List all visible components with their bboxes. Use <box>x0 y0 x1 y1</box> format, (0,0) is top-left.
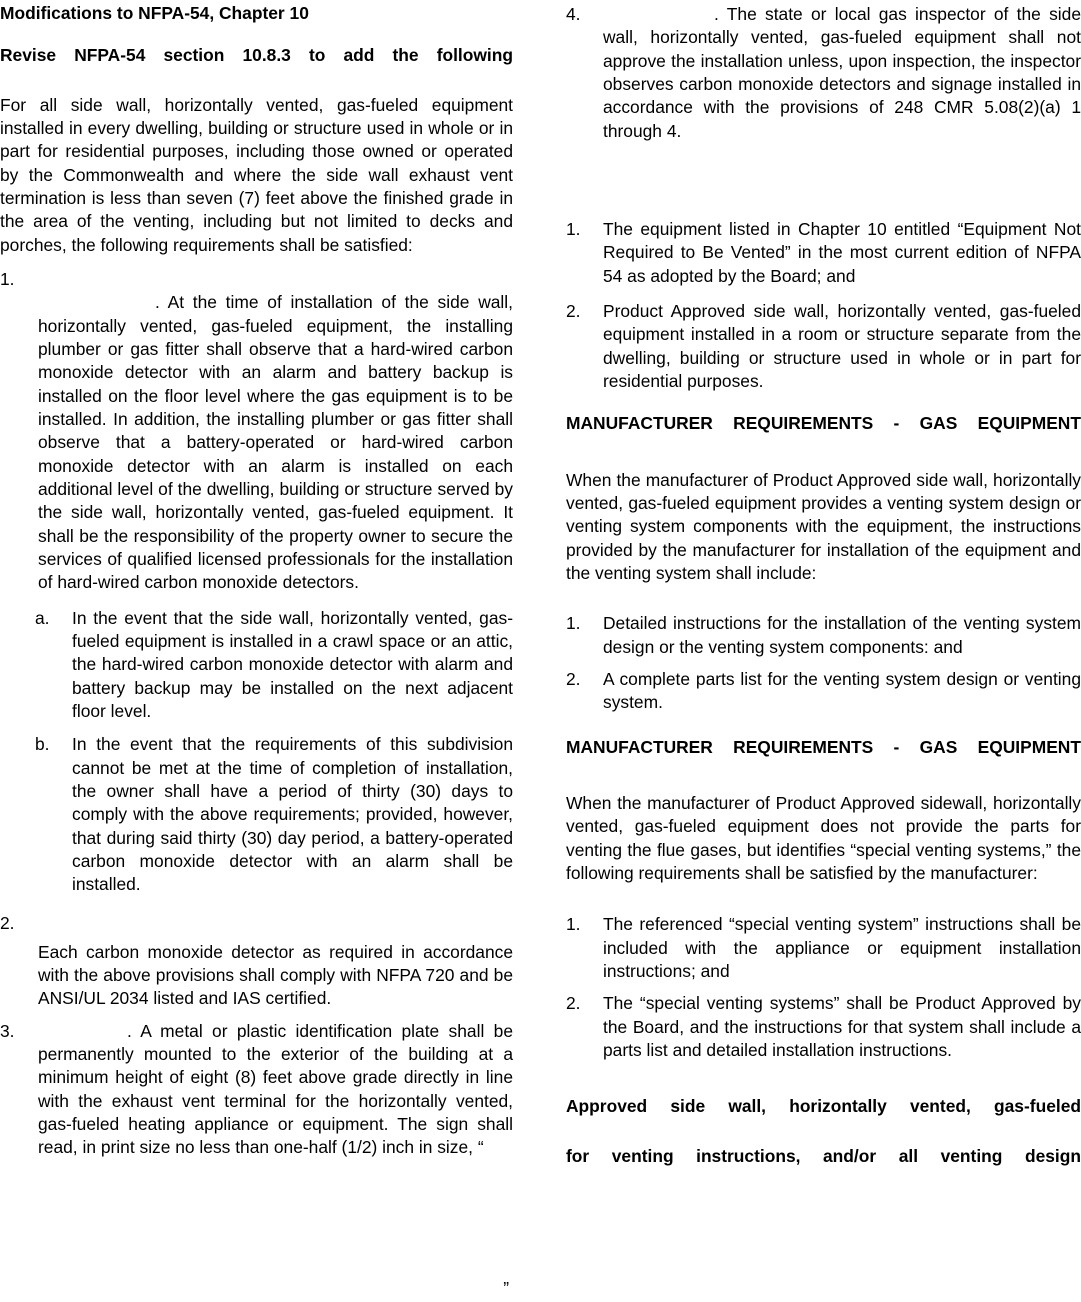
list-item-1 <box>0 268 513 595</box>
list-item-4-text: . The state or local gas inspector of the side wall, horizontally vented, gas-fueled equipment shall not approve the installation unless, upon inspection, the inspector observes carbon monoxide detectors and signage installed in accordance with the provisions of 248 CMR 5.08(2)(a) 1 through 4. <box>603 4 1081 141</box>
exemption-item-1-number: 1. <box>566 218 581 239</box>
list-item-1-text: . At the time of installation of the side wall, horizontally vented, gas-fueled equipment, the installing plumber or gas fitter shall observe that a hard-wired carbon monoxide detector with an alarm and battery backup is installed on the floor level where the gas equipment is to be installed. In addition, the installing plumber or gas fitter shall observe that a battery-operated or hard-wired carbon monoxide detector with an alarm is installed on each additional level of the dwelling, building or structure served by the side wall, horizontally vented, gas-fueled equipment. It shall be the responsibility of the property owner to secure the services of qualified licensed professionals for the installation of hard-wired carbon monoxide detectors. <box>38 292 513 593</box>
exemption-item-1-text: The equipment listed in Chapter 10 entitled “Equipment Not Required to Be Vented” in the most current edition of NFPA 54 as adopted by the Board; and <box>603 218 1081 286</box>
list-item-1a <box>0 607 513 724</box>
bold-fragment-1: Approved side wall, horizontally vented, gas-fueled <box>566 1096 1081 1117</box>
special-venting-item-1 <box>566 913 1081 983</box>
page-title: Modifications to NFPA-54, Chapter 10 <box>0 3 309 23</box>
list-item-3-text: . A metal or plastic identification plate shall be permanently mounted to the exterior of the building at a minimum height of eight (8) feet above grade directly in line with the exhaust vent terminal for the horizontally vented, gas-fueled heating appliance or equipment. The sign shall read, in print size no less than one-half (1/2) inch in size, “ <box>38 1020 513 1158</box>
list-item-4-number: 4. <box>566 4 581 24</box>
venting-item-1-text: Detailed instructions for the installation of the venting system design or the venting system components: and <box>603 613 1081 657</box>
exemption-item-2 <box>566 300 1081 393</box>
left-column <box>0 0 513 1302</box>
exemption-item-2-text: Product Approved side wall, horizontally vented, gas-fueled equipment installed in a room or structure separate from the dwelling, building or structure used in whole or in part for residential purposes. <box>603 300 1081 391</box>
manufacturer-paragraph-1: When the manufacturer of Product Approved side wall, horizontally vented, gas-fueled equipment provides a venting system design or venting system components with the equipment, the instructions provided by the manufacturer for installation of the equipment and the venting system shall include: <box>566 469 1081 583</box>
list-item-1b <box>0 733 513 896</box>
list-item-2-text: Each carbon monoxide detector as required in accordance with the above provisions shall comply with NFPA 720 and be ANSI/UL 2034 listed and IAS certified. <box>38 941 513 1009</box>
venting-item-1 <box>566 612 1081 659</box>
venting-item-2-text: A complete parts list for the venting system design or venting system. <box>603 668 1081 713</box>
special-venting-item-2-number: 2. <box>566 993 581 1014</box>
venting-item-1-number: 1. <box>566 613 581 634</box>
manufacturer-requirements-heading-2: MANUFACTURER REQUIREMENTS - GAS EQUIPMENT <box>566 736 1081 757</box>
special-venting-item-1-text: The referenced “special venting system” instructions shall be included with the appliance or equipment installation instructions; and <box>603 914 1081 981</box>
venting-item-2 <box>566 668 1081 715</box>
list-item-1b-text: In the event that the requirements of this subdivision cannot be met at the time of completion of installation, the owner shall have a period of thirty (30) days to comply with the above requirements; provided, however, that during said thirty (30) day period, a battery-operated carbon monoxide detector with an alarm shall be installed. <box>72 734 513 895</box>
list-item-1-number: 1. <box>0 268 15 289</box>
list-item-2-number: 2. <box>0 913 15 934</box>
venting-item-2-number: 2. <box>566 668 581 689</box>
list-item-2 <box>0 912 513 1010</box>
manufacturer-paragraph-2: When the manufacturer of Product Approved sidewall, horizontally vented, gas-fueled equipment does not provide the parts for venting the flue gases, but identifies “special venting systems,” the following requirements shall be satisfied by the manufacturer: <box>566 792 1081 883</box>
bold-fragment-2: for venting instructions, and/or all venting design <box>566 1146 1081 1167</box>
exemption-item-1 <box>566 218 1081 288</box>
list-item-4 <box>566 3 1081 143</box>
list-item-1b-number: b. <box>35 734 50 755</box>
list-item-3 <box>0 1020 513 1160</box>
intro-paragraph: For all side wall, horizontally vented, gas-fueled equipment installed in every dwelling, building or structure used in whole or in part for residential purposes, including those owned or operated by the Commonwealth and where the side wall exhaust vent termination is less than seven (7) feet above the finished grade in the area of the venting, including but not limited to decks and porches, the following requirements shall be satisfied: <box>0 94 513 255</box>
closing-quote-mark: ” <box>503 1278 509 1298</box>
special-venting-item-1-number: 1. <box>566 914 581 935</box>
special-venting-item-2-text: The “special venting systems” shall be Product Approved by the Board, and the instructions for that system shall include a parts list and detailed installation instructions. <box>603 993 1081 1060</box>
exemption-item-2-number: 2. <box>566 300 581 321</box>
list-item-3-number: 3. <box>0 1020 15 1041</box>
list-item-1a-number: a. <box>35 607 50 628</box>
right-column <box>566 0 1081 1302</box>
manufacturer-requirements-heading-1: MANUFACTURER REQUIREMENTS - GAS EQUIPMENT <box>566 413 1081 434</box>
list-item-1a-text: In the event that the side wall, horizontally vented, gas-fueled equipment is installed in a crawl space or an attic, the hard-wired carbon monoxide detector with alarm and battery backup may be installed on the next adjacent floor level. <box>72 607 513 721</box>
special-venting-item-2 <box>566 992 1081 1062</box>
revise-section-heading: Revise NFPA-54 section 10.8.3 to add the following <box>0 45 513 66</box>
